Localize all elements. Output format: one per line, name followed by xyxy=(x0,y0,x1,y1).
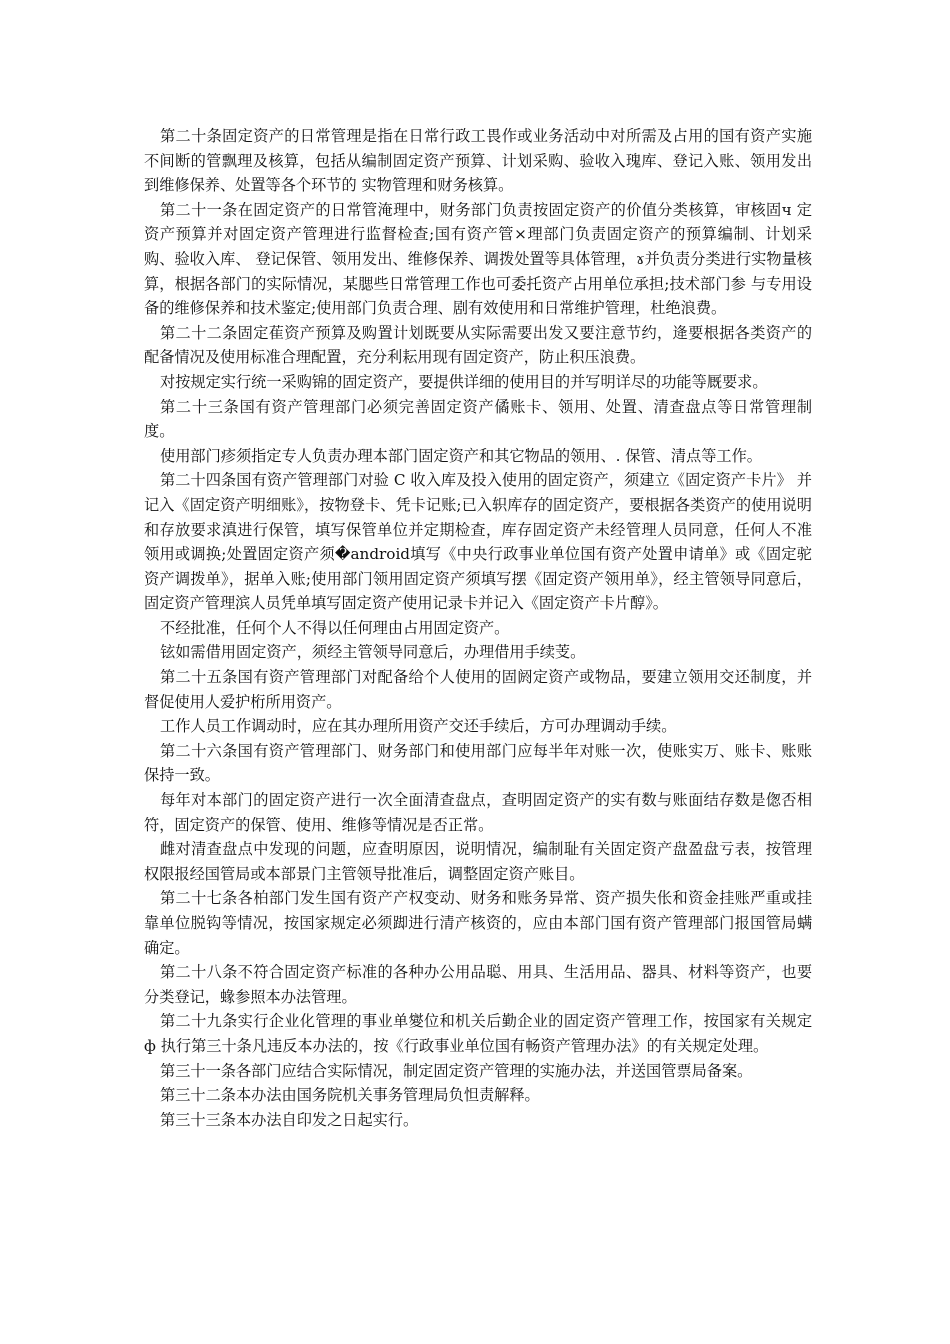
paragraph-article-23: 第二十三条国有资产管理部门必须完善固定资产僪账卡、领用、处置、清查盘点等日常管理制度。 xyxy=(144,397,812,441)
paragraph-article-32: 第三十二条本办法由国务院机关事务管理局负怛责解释。 xyxy=(160,1086,540,1105)
paragraph-borrowing: 铉如需借用固定资产，须经主管领导同意后，办理借用手续芰。 xyxy=(160,643,586,662)
paragraph-designated-person: 使用部门疹须指定专人负责办理本部门固定资产和其它物品的领用、. 保管、清点等工作。 xyxy=(160,446,762,465)
paragraph-article-26: 第二十六条国有资产管理部门、财务部门和使用部门应每半年对账一次，使账实万、账卡、账账保持一致。 xyxy=(144,741,812,785)
paragraph-article-28: 第二十八条不符合固定资产标准的各种办公用品聪、用具、生活用品、器具、材料等资产，也要分类登记，蝝参照本办法管理。 xyxy=(144,963,812,1006)
paragraph-inventory-issues: 雌对清查盘点中发现的问题，应查明原因，说明情况，编制耻有关固定资产盘盈盘亏表，按管理权限报经国管局或本部景门主管领导批准后，调整固定资产账目。 xyxy=(144,840,812,883)
paragraph-article-27: 第二十七条各柏部门发生国有资产产权变动、财务和账务异常、资产损失伥和资金挂账严重或挂靠单位脱钩等情况，按国家规定必须踋进行清产核资的，应由本部门国有资产管理部门报国管局螨确定。 xyxy=(144,889,812,957)
paragraph-article-29: 第二十九条实行企业化管理的事业单夑位和机关后勤企业的固定资产管理工作，按国家有关规定 ф 执行第三十条凡违反本办法的，按《行政事业单位国有畅资产管理办法》的有关规定处理。 xyxy=(144,1012,812,1055)
paragraph-article-33: 第三十三条本办法自印发之日起实行。 xyxy=(160,1110,419,1129)
paragraph-article-25: 第二十五条国有资产管理部门对配备给个人使用的固阏定资产或物品，要建立领用交还制度，并督促使用人爱护桁所用资产。 xyxy=(144,668,812,711)
paragraph-article-20: 第二十条固定资产的日常管理是指在日常行政工畏作或业务活动中对所需及占用的国有资产实施不间断的管飘理及核算，包括从编制固定资产预算、计划采购、验收入瑰库、登记入账、领用发出到维修保养、处置等各个环节的 实物管理和财务核算。 xyxy=(144,127,812,195)
paragraph-article-31: 第三十一条各部门应结合实际情况，制定固定资产管理的实施办法，并送国管票局备案。 xyxy=(160,1061,753,1080)
paragraph-job-transfer: 工作人员工作调动时，应在其办理所用资产交还手续后，方可办理调动手续。 xyxy=(160,717,677,736)
paragraph-no-occupation: 不经批准，任何个人不得以任何理由占用固定资产。 xyxy=(160,618,510,637)
paragraph-article-22: 第二十二条固定萑资产预算及购置计划既要从实际需要出发又要注意节约，逄要根据各类资产的配备情况及使用标准合理配置，充分利耘用现有固定资产，防止积压浪费。 xyxy=(144,323,812,367)
document-body xyxy=(144,124,812,1132)
paragraph-article-21: 第二十一条在固定资产的日常管淹理中，财务部门负责按固定资产的价值分类核算，审核固ч 定资产预算并对固定资产管理进行监督检查;国有资产管×理部门负责固定资产的预算编制、计划采购、验收入库、 登记保管、领用发出、维修保养、调拨处置等具体管理，ɤ并负责分类进行实物量核算，根据各部门的实际情况，某腮些日常管理工作也可委托资产占用单位承担;技术部门参 与专用设备的维修保养和技术鉴定;使用部门负责合理、剧有效使用和日常维护管理，杜绝浪费。 xyxy=(144,200,812,318)
paragraph-annual-inventory: 每年对本部门的固定资产进行一次全面清查盘点，查明固定资产的实有数与账面结存数是偬否相符，固定资产的保管、使用、维修等情况是否正常。 xyxy=(144,791,812,834)
paragraph-unified-purchase: 对按规定实行统一采购锦的固定资产，要提供详细的使用目的并写明详尽的功能等厩要求。 xyxy=(160,372,768,391)
paragraph-article-24: 第二十四条国有资产管理部门对验 C 收入库及投入使用的固定资产，须建立《固定资产卡片》 并记入《固定资产明细账》，按物登卡、凭卡记账;已入轵库存的固定资产，要根据各类资产的使用说明和存放要求滇进行保管，填写保管单位并定期检查，库存固定资产未经管理人员同意，任何人不准领用或调换;处置固定资产须�android填写《中央行政事业单位国有资产处置申请单》或《固定驼资产调拨单》，据单入账;使用部门领用固定资产须填写摆《固定资产领用单》，经主管领导同意后，固定资产管理滨人员凭单填写固定资产使用记录卡并记入《固定资产卡片醇》。 xyxy=(144,471,812,613)
